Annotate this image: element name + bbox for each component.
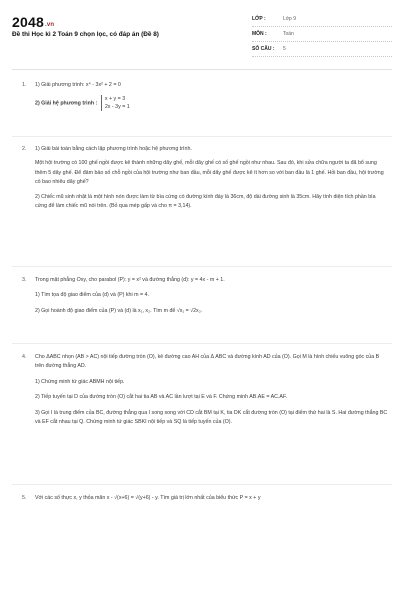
site-logo[interactable] — [12, 14, 54, 30]
question-5 — [22, 494, 388, 503]
header — [0, 0, 400, 66]
q1-part2-label: 2) Giải hệ phương trình : — [35, 100, 98, 107]
system-line-2: 2x - 3y = 1 — [104, 104, 130, 111]
meta-value: 5 — [283, 46, 286, 52]
q2-paragraph: Một hội trường có 100 ghế ngồi được kê thành những dãy ghế, mỗi dãy ghế có số ghế ngồi như nhau. Sau đó, khi sửa chữa người ta đã bổ sung thêm 5 dãy ghế. Để đảm bảo số chỗ ngồi của hội trường như ban đầu, mỗi dãy ghế được kê ít hơn so với ban đầu là 1 ghế. Hỏi ban đầu, hội trường có bao nhiêu dãy ghế? — [35, 160, 384, 186]
divider — [12, 484, 392, 485]
equation-system — [101, 95, 130, 111]
q4-intro: Cho ΔABC nhọn (AB > AC) nội tiếp đường tròn (O), kẻ đường cao AH của Δ ABC và đường kính AD của (O). Gọi M là hình chiếu vuông góc của B trên đường thẳng AD. — [35, 354, 380, 370]
q3-part1: 1) Tìm tọa độ giao điểm của (d) và (P) khi m = 4. — [35, 292, 149, 299]
question-number: 5. — [22, 495, 27, 501]
header-divider — [12, 69, 392, 70]
q1-part1-label: 1) Giải phương trình: — [35, 82, 86, 88]
system-line-1: x + y = 3 — [104, 96, 126, 103]
question-number: 3. — [22, 277, 27, 283]
question-2 — [22, 145, 388, 211]
meta-row-count — [252, 42, 392, 57]
question-3 — [22, 276, 388, 316]
question-4 — [22, 353, 388, 427]
meta-row-subject — [252, 27, 392, 42]
q5-text: Với các số thực x, y thỏa mãn x - √(x+6) = √(y+6) - y. Tìm giá trị lớn nhất của biểu thức P = x + y — [35, 495, 261, 501]
meta-value: Toán — [283, 31, 294, 37]
question-number: 2. — [22, 146, 27, 152]
logo-suffix: .vn — [44, 22, 55, 28]
exam-meta — [252, 12, 392, 57]
meta-row-class — [252, 12, 392, 27]
question-number: 4. — [22, 354, 27, 360]
logo-text: 2048 — [12, 14, 44, 30]
q4-part3: 3) Gọi I là trung điểm của BC, đường thẳng qua I song song với CD cắt BM tại K, tia DK cắt đường tròn (O) tại điểm thứ hai là S. Hai đường thẳng BC và EF cắt nhau tại Q. Chứng minh tứ giác SBKI nội tiếp và SQ là tiếp tuyến của (O). — [35, 409, 388, 426]
q1-equation: x⁴ - 3x² + 2 = 0 — [85, 82, 121, 88]
divider — [12, 136, 392, 137]
divider — [12, 266, 392, 267]
question-1 — [22, 81, 388, 111]
meta-value: Lớp 9 — [283, 16, 297, 22]
q2-part1: 1) Giải bài toán bằng cách lập phương trình hoặc hệ phương trình. — [35, 146, 192, 152]
q4-part1: 1) Chứng minh tứ giác ABMH nội tiếp. — [35, 378, 125, 385]
meta-label: LỚP : — [252, 16, 266, 22]
exam-title: Đề thi Học kì 2 Toán 9 chọn lọc, có đáp án (Đề 8) — [12, 31, 159, 38]
q1-part1 — [35, 81, 388, 90]
q2-part2: 2) Chiếc mũ sinh nhật là một hình nón được làm từ bìa cứng có đường kính đáy là 36cm, độ dài đường sinh là 35cm. Hãy tính diện tích phần bìa cứng để làm chiếc mũ nói trên. (Bỏ qua mép gấp và cho π = 3,14). — [35, 193, 376, 210]
q1-part2 — [35, 95, 388, 111]
divider — [12, 343, 392, 344]
meta-label: SỐ CÂU : — [252, 46, 275, 52]
q3-intro: Trong mặt phẳng Oxy, cho parabol (P): y = x² và đường thẳng (d): y = 4x - m + 1. — [35, 277, 225, 283]
question-number: 1. — [22, 82, 27, 88]
q3-part2: 2) Gọi hoành độ giao điểm của (P) và (d) là x₁, x₂. Tìm m để √x₁ = √2x₂. — [35, 307, 203, 314]
meta-label: MÔN : — [252, 31, 267, 37]
q4-part2: 2) Tiếp tuyến tại D của đường tròn (O) cắt hai tia AB và AC lần lượt tại E và F. Chứng minh AB.AE = AC.AF. — [35, 394, 288, 401]
